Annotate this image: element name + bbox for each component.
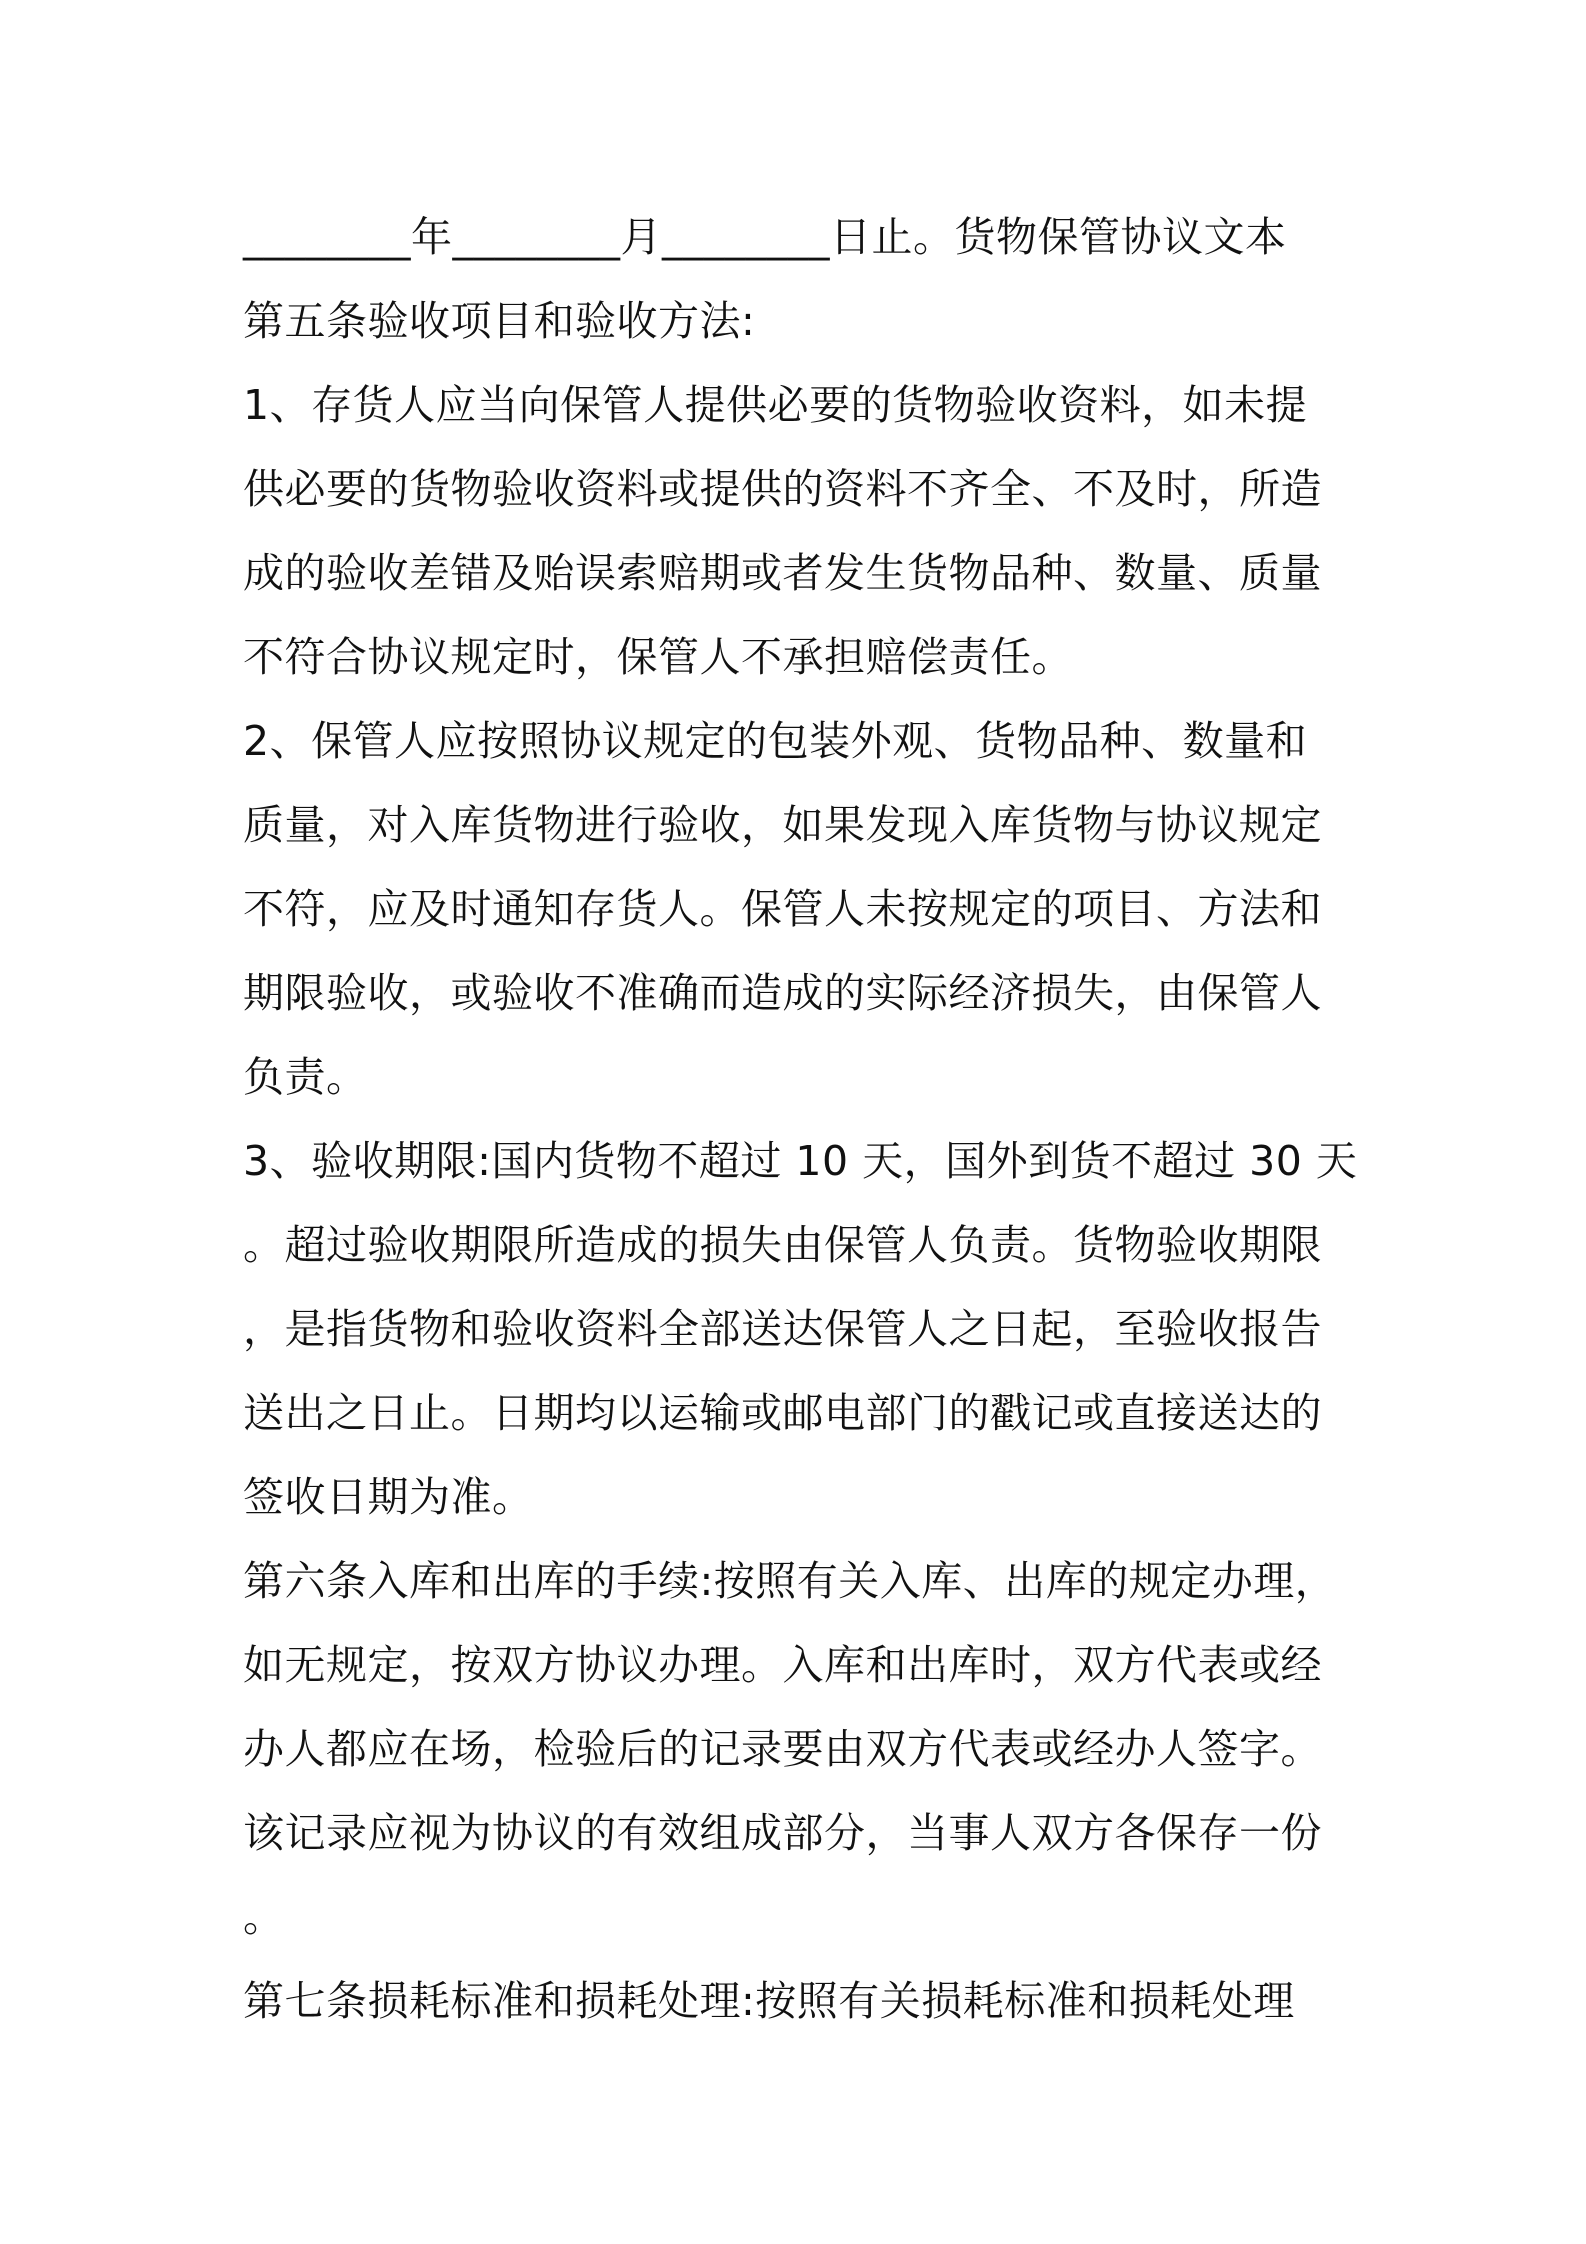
paragraph-line: 期限验收，或验收不准确而造成的实际经济损失，由保管人 <box>243 969 1322 1017</box>
paragraph-line: 1、存货人应当向保管人提供必要的货物验收资料，如未提 <box>243 381 1308 429</box>
paragraph-line: 签收日期为准。 <box>243 1473 534 1521</box>
paragraph-line: 不符，应及时通知存货人。保管人未按规定的项目、方法和 <box>243 885 1322 933</box>
article-7-line: 第七条损耗标准和损耗处理:按照有关损耗标准和损耗处理 <box>243 1977 1295 2025</box>
paragraph-line: 不符合协议规定时，保管人不承担赔偿责任。 <box>243 633 1073 681</box>
paragraph-line: 。 <box>243 1893 285 1941</box>
paragraph-line: 。超过验收期限所造成的损失由保管人负责。货物验收期限 <box>243 1221 1322 1269</box>
paragraph-line: 该记录应视为协议的有效组成部分，当事人双方各保存一份 <box>243 1809 1322 1857</box>
document-body <box>243 195 1363 2043</box>
paragraph-line: ，是指货物和验收资料全部送达保管人之日起，至验收报告 <box>243 1305 1322 1353</box>
paragraph-line: 质量，对入库货物进行验收，如果发现入库货物与协议规定 <box>243 801 1322 849</box>
article-5-heading: 第五条验收项目和验收方法: <box>243 297 756 345</box>
paragraph-line: 如无规定，按双方协议办理。入库和出库时，双方代表或经 <box>243 1641 1322 1689</box>
paragraph-line: 办人都应在场，检验后的记录要由双方代表或经办人签字。 <box>243 1725 1322 1773</box>
article-6-line: 第六条入库和出库的手续:按照有关入库、出库的规定办理， <box>243 1557 1337 1605</box>
paragraph-line: 送出之日止。日期均以运输或邮电部门的戳记或直接送达的 <box>243 1389 1322 1437</box>
date-line: ________年________月________日止。货物保管协议文本 <box>243 213 1287 261</box>
paragraph-line: 2、保管人应按照协议规定的包装外观、货物品种、数量和 <box>243 717 1308 765</box>
paragraph-line: 负责。 <box>243 1053 368 1101</box>
paragraph-line: 成的验收差错及贻误索赔期或者发生货物品种、数量、质量 <box>243 549 1322 597</box>
paragraph-line: 供必要的货物验收资料或提供的资料不齐全、不及时，所造 <box>243 465 1322 513</box>
paragraph-line: 3、验收期限:国内货物不超过 10 天，国外到货不超过 30 天 <box>243 1137 1358 1185</box>
